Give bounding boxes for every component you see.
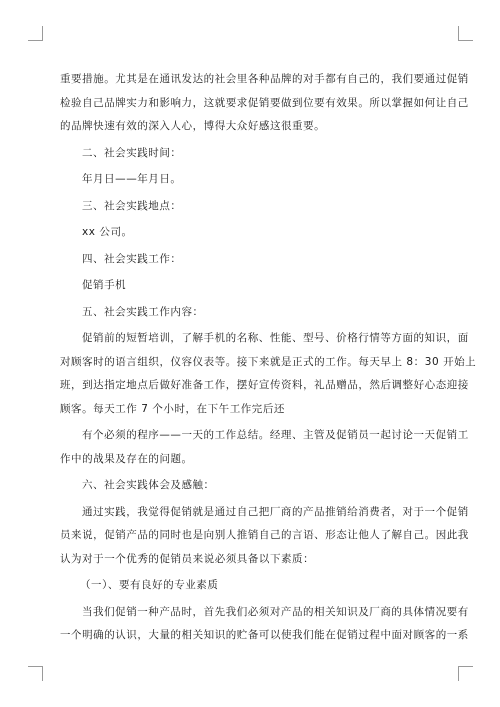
- paragraph-line: 有个必须的程序——一天的工作总结。经理、主管及促销员一起讨论一天促销工: [82, 429, 469, 441]
- paragraph-line: 对顾客时的语言组织，仪容仪表等。接下来就是正式的工作。每天早上 8：30 开始上: [60, 355, 477, 368]
- heading-professional-quality: （一）、要有良好的专业素质: [80, 579, 219, 591]
- heading-practice-reflection: 六、社会实践体会及感触：: [82, 479, 215, 491]
- paragraph-line: 促销前的短暂培训，了解手机的名称、性能、型号、价格行情等方面的知识，面: [82, 332, 469, 344]
- paragraph-importance: [60, 68, 469, 139]
- paragraph-professional-quality: [60, 601, 469, 648]
- paragraph-work-content: [60, 327, 477, 421]
- paragraph-line: 当我们促销一种产品时，首先我们必须对产品的相关知识及厂商的具体情况要有: [82, 605, 469, 618]
- paragraph-line: 认为对于一个优秀的促销员来说必须具备以下素质：: [60, 552, 315, 565]
- paragraph-work-summary: [60, 424, 469, 471]
- crop-mark-top-left: [28, 26, 43, 41]
- paragraph-line: 的品牌快速有效的深入人心，博得大众好感这很重要。: [60, 120, 326, 132]
- heading-practice-location: 三、社会实践地点：: [82, 199, 182, 212]
- practice-work-value: 促销手机: [82, 279, 127, 291]
- paragraph-line: 重要措施。尤其是在通讯发达的社会里各种品牌的对手都有自己的，我们要通过促销: [60, 73, 469, 85]
- paragraph-line: 作中的战果及存在的问题。: [60, 452, 193, 465]
- crop-mark-bottom-left: [28, 666, 43, 681]
- paragraph-line: 检验自己品牌实力和影响力，这就要求促销要做到位要有效果。所以掌握如何让自己: [60, 96, 469, 109]
- heading-practice-work: 四、社会实践工作：: [82, 252, 182, 265]
- heading-practice-content: 五、社会实践工作内容：: [82, 305, 204, 318]
- practice-location-value: xx 公司。: [82, 226, 133, 238]
- paragraph-reflection: [60, 501, 469, 572]
- paragraph-line: 班，到达指定地点后做好准备工作，摆好宣传资料，礼品赠品，然后调整好心态迎接: [60, 379, 469, 391]
- crop-mark-bottom-right: [458, 666, 473, 681]
- heading-practice-time: 二、社会实践时间：: [82, 146, 182, 159]
- practice-time-value: 年月日——年月日。: [82, 173, 182, 185]
- paragraph-line: 通过实践，我觉得促销就是通过自己把厂商的产品推销给消费者，对于一个促销: [82, 505, 469, 518]
- paragraph-line: 员来说，促销产品的同时也是向别人推销自己的言语、形态让他人了解自己。因此我: [60, 529, 469, 541]
- paragraph-line: 一个明确的认识，大量的相关知识的贮备可以使我们能在促销过程中面对顾客的一系: [60, 629, 469, 641]
- paragraph-line: 顾客。每天工作 7 个小时，在下午工作完后还: [60, 402, 285, 415]
- crop-mark-top-right: [458, 26, 473, 41]
- document-body: [60, 68, 477, 651]
